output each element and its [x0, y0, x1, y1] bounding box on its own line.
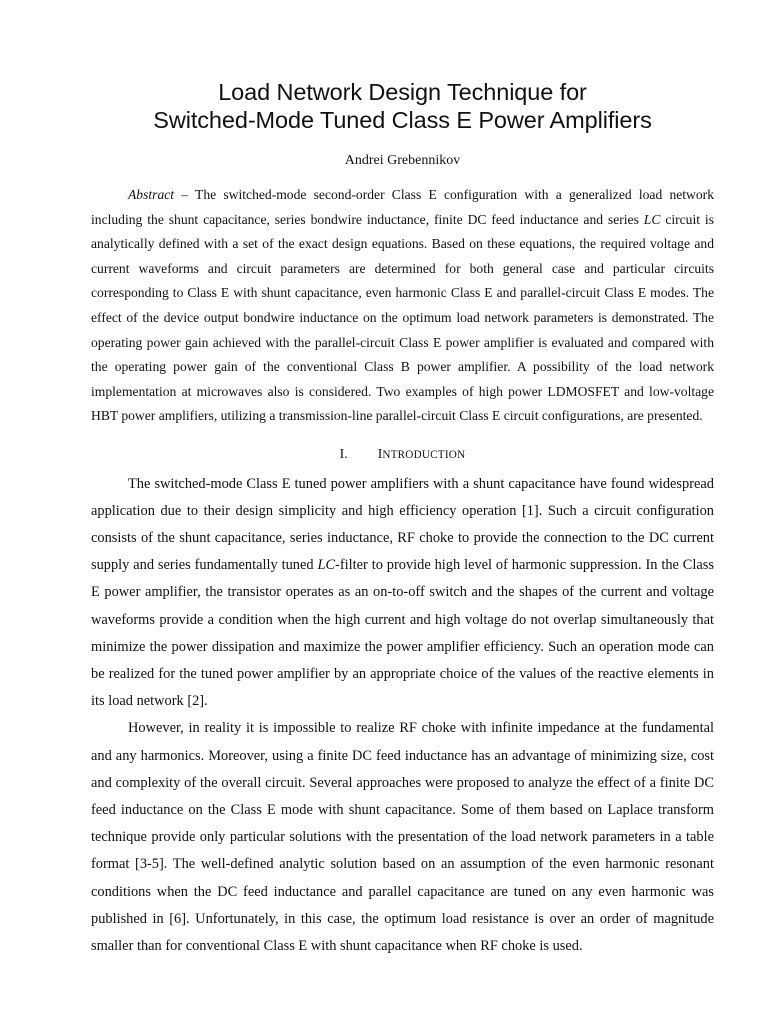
abstract-text-a: The switched-mode second-order Class E configuration with a generalized load network including the shunt capacitance, series bondwire inductance, finite DC feed inductance and series [91, 187, 714, 227]
intro-p1-text-a: The switched-mode Class E tuned power amplifiers with a shunt capacitance have found widespread application due to their design simplicity and high efficiency operation [1]. Such a circuit configuration consists of the shunt capacitance, series inductance, RF choke to provide the connection to the DC current supply and series fundamentally tuned [91, 475, 714, 574]
section-heading-introduction [91, 443, 714, 466]
abstract-lc-symbol: LC [643, 211, 661, 227]
author-name: Andrei Grebennikov [344, 153, 461, 168]
section-title-cap: I [377, 445, 383, 461]
title-line-1: Load Network Design Technique for [218, 79, 587, 105]
abstract-dash: – [174, 187, 196, 202]
paper-title [91, 78, 714, 134]
title-line-2: Switched-Mode Tuned Class E Power Amplifiers [153, 107, 652, 133]
abstract [91, 183, 714, 429]
intro-p1-text-b: -filter to provide high level of harmonic suppression. In the Class E power amplifier, the transistor operates as an on-to-off switch and the shapes of the current and voltage waveforms provide a condition when the high current and high voltage do not overlap simultaneously that minimize the power dissipation and maximize the power amplifier efficiency. Such an operation mode can be realized for the tuned power amplifier by an appropriate choice of the values of the reactive elements in its load network [2]. [91, 557, 714, 710]
section-number: I. [339, 445, 348, 461]
intro-paragraph-2: However, in reality it is impossible to realize RF choke with infinite impedance at the fundamental and any harmonics. Moreover, using a finite DC feed inductance has an advantage of minimizing size, cost and complexity of the overall circuit. Several approaches were proposed to analyze the effect of a finite DC feed inductance on the Class E mode with shunt capacitance. Some of them based on Laplace transform technique provide only particular solutions with the presentation of the load network parameters in a table format [3-5]. The well-defined analytic solution based on an assumption of the even harmonic resonant conditions when the DC feed inductance and parallel capacitance are tuned on any even harmonic was published in [6]. Unfortunately, in this case, the optimum load resistance is over an order of magnitude smaller than for conventional Class E with shunt capacitance when RF choke is used. [91, 720, 714, 954]
section-title-rest: NTRODUCTION [382, 448, 466, 461]
intro-paragraph-1 [91, 471, 714, 716]
abstract-text-b: circuit is analytically defined with a set of the exact design equations. Based on these equations, the required voltage and current waveforms and circuit parameters are determined for both general case and particular circuits corresponding to Class E with shunt capacitance, even harmonic Class E and parallel-circuit Class E modes. The effect of the device output bondwire inductance on the optimum load network parameters is demonstrated. The operating power gain achieved with the parallel-circuit Class E power amplifier is evaluated and compared with the operating power gain of the conventional Class B power amplifier. A possibility of the load network implementation at microwaves also is considered. Two examples of high power LDMOSFET and low-voltage HBT power amplifiers, utilizing a transmission-line parallel-circuit Class E circuit configurations, are presented. [91, 211, 714, 424]
intro-p1-lc-symbol: LC [317, 557, 336, 574]
abstract-label: Abstract [128, 187, 175, 202]
